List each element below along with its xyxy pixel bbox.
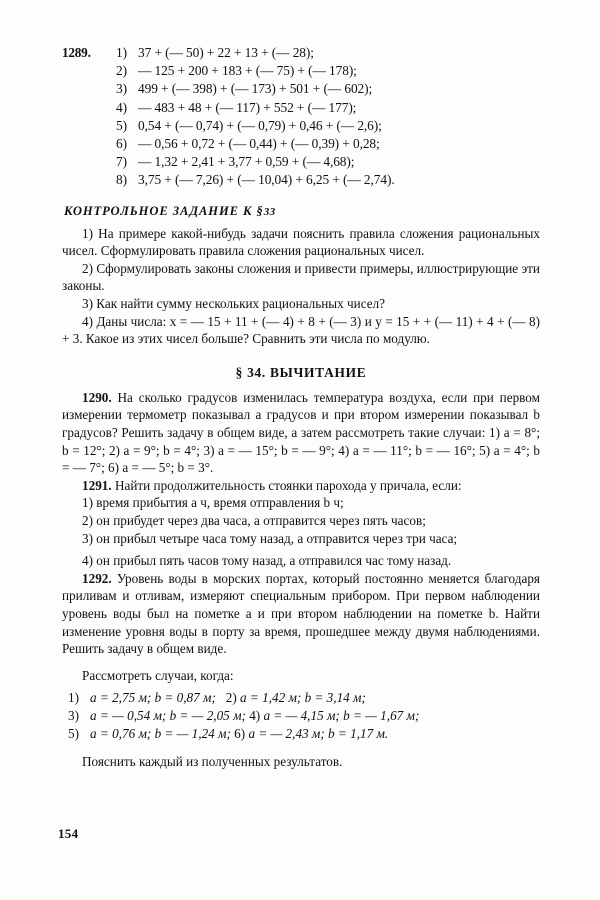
- control-task-item-1: 1) На примере какой-нибудь задачи пояснить правила сложения рациональных чисел. Сформулировать правила сложения рациональных чисел.: [62, 225, 540, 259]
- case-row: [68, 707, 540, 725]
- page-number: 154: [58, 826, 79, 841]
- problem-1291-item-2: 2) он прибудет через два часа, а отправится через пять часов;: [82, 512, 426, 528]
- problem-1292-closing: Пояснить каждый из полученных результатов.: [82, 754, 343, 770]
- problem-1290-text: На сколько градусов изменилась температура воздуха, если при первом измерении термометр показывал a градусов и при втором измерении показывал b градусов? Решить задачу в общем виде, а затем рассмотреть такие случаи: 1) a = 8°; b = 12°; 2) a = 9°; b = 4°; 3) a = — 15°; b = — 9°; 4) a = — 11°; b = — 16°; 5) a = 4°; b = — 7°; 6) a = — 5°; b = 3°.: [62, 389, 540, 476]
- problem-1291-lead: Найти продолжительность стоянки парохода у причала, если:: [114, 477, 462, 493]
- problem-1292-cases-intro: Рассмотреть случаи, когда:: [82, 667, 234, 683]
- item-label: 5): [116, 117, 127, 133]
- exercise-1289-items: [116, 44, 540, 190]
- list-item: [116, 80, 540, 98]
- case-row: [68, 689, 540, 707]
- item-label: 6): [116, 136, 127, 152]
- item-expression: — 125 + 200 + 183 + (— 75) + (— 178);: [138, 63, 357, 79]
- case-label: 1): [68, 690, 79, 706]
- item-expression: — 483 + 48 + (— 117) + 552 + (— 177);: [138, 99, 357, 115]
- item-expression: 3,75 + (— 7,26) + (— 10,04) + 6,25 + (— 2,74).: [138, 172, 395, 188]
- case-expression: a = 2,75 м; b = 0,87 м;: [90, 690, 216, 706]
- item-expression: 37 + (— 50) + 22 + 13 + (— 28);: [138, 45, 314, 60]
- case-label: 5): [68, 726, 79, 742]
- problem-1291: [62, 477, 540, 495]
- list-item: [116, 153, 540, 171]
- problem-1291-item-3: 3) он прибыл четыре часа тому назад, а отправится через три часа;: [82, 530, 458, 546]
- case-label: 6): [234, 726, 246, 742]
- control-task-heading-number: 33: [263, 205, 276, 218]
- problem-1290-number: 1290.: [82, 389, 112, 405]
- problem-1291-item-1: 1) время прибытия a ч, время отправления b ч;: [82, 495, 344, 511]
- control-task-item-3: 3) Как найти сумму нескольких рациональных чисел?: [82, 296, 386, 311]
- case-expression: a = 0,76 м; b = — 1,24 м;: [90, 726, 231, 742]
- item-label: 2): [116, 63, 127, 79]
- case-expression: a = — 2,43 м; b = 1,17 м.: [248, 726, 389, 742]
- problem-1291-number: 1291.: [82, 477, 112, 493]
- list-item: [116, 99, 540, 117]
- control-task-item-2: 2) Сформулировать законы сложения и привести примеры, иллюстрирующие эти законы.: [62, 260, 540, 294]
- page-content: [62, 44, 540, 771]
- problem-1292: [62, 570, 540, 658]
- problem-1290: [62, 389, 540, 477]
- case-label: 2): [225, 690, 237, 706]
- case-expression: a = — 0,54 м; b = — 2,05 м;: [90, 708, 246, 724]
- section-34-heading: § 34. ВЫЧИТАНИЕ: [235, 364, 367, 380]
- item-label: 7): [116, 154, 127, 170]
- control-task-item-4: 4) Даны числа: x = — 15 + 11 + (— 4) + 8 + (— 3) и y = 15 + + (— 11) + 4 + (— 8) + 3. Какое из этих чисел больше? Сравнить эти числа по модулю.: [62, 313, 540, 347]
- list-item: [116, 62, 540, 80]
- control-task-heading-text: КОНТРОЛЬНОЕ ЗАДАНИЕ К §: [64, 203, 264, 218]
- case-expression: a = — 4,15 м; b = — 1,67 м;: [263, 708, 420, 724]
- list-item: [116, 117, 540, 135]
- exercise-1289-number: 1289.: [62, 45, 91, 60]
- list-item: [116, 171, 540, 189]
- control-task-heading: [64, 204, 540, 219]
- case-label: 3): [68, 708, 79, 724]
- item-expression: — 1,32 + 2,41 + 3,77 + 0,59 + (— 4,68);: [138, 154, 355, 170]
- item-expression: 0,54 + (— 0,74) + (— 0,79) + 0,46 + (— 2,6);: [138, 117, 382, 133]
- item-label: 1): [116, 45, 127, 60]
- case-label: 4): [249, 708, 261, 724]
- item-label: 3): [116, 81, 127, 97]
- list-item: [116, 44, 540, 62]
- item-expression: 499 + (— 398) + (— 173) + 501 + (— 602);: [138, 81, 373, 97]
- exercise-1289: [62, 44, 540, 190]
- item-expression: — 0,56 + 0,72 + (— 0,44) + (— 0,39) + 0,28;: [138, 136, 380, 152]
- item-label: 8): [116, 172, 127, 188]
- problem-1292-number: 1292.: [82, 570, 112, 586]
- item-label: 4): [116, 99, 127, 115]
- list-item: [116, 135, 540, 153]
- problem-1292-text: Уровень воды в морских портах, который постоянно меняется благодаря приливам и отливам, измеряют специальным прибором. При первом наблюдении уровень воды был на пометке a и при втором наблюдении на пометке b. Найти изменение уровня воды в порту за время, прошедшее между двумя наблюдениями. Решить задачу в общем виде.: [62, 570, 540, 657]
- case-expression: a = 1,42 м; b = 3,14 м;: [240, 690, 366, 706]
- problem-1291-item-4: 4) он прибыл пять часов тому назад, а отправился час тому назад.: [82, 553, 452, 569]
- case-row: [68, 725, 540, 743]
